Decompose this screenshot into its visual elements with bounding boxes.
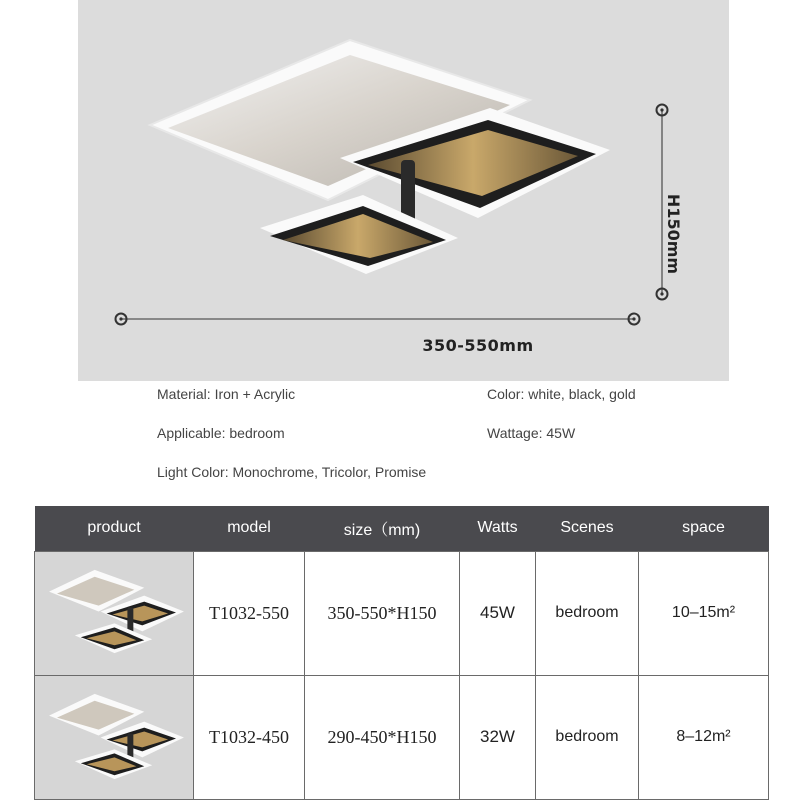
spec-applicable: Applicable: bedroom (157, 425, 285, 441)
table-row (35, 551, 769, 675)
header-watts: Watts (460, 506, 536, 551)
table-row (35, 675, 769, 799)
cell-size: 290-450*H150 (305, 675, 460, 799)
spec-wattage: Wattage: 45W (487, 425, 576, 441)
cell-model: T1032-550 (194, 551, 305, 675)
cell-space: 10–15m² (639, 551, 769, 675)
height-dimension-label: H150mm (664, 193, 683, 275)
header-space: space (639, 506, 769, 551)
cell-model: T1032-450 (194, 675, 305, 799)
header-scenes: Scenes (536, 506, 639, 551)
spec-color: Color: white, black, gold (487, 386, 636, 402)
cell-scenes: bedroom (536, 675, 639, 799)
cell-space: 8–12m² (639, 675, 769, 799)
product-thumbnail (35, 551, 194, 675)
cell-watts: 45W (460, 551, 536, 675)
header-product: product (35, 506, 194, 551)
width-dimension-label: 350-550mm (422, 336, 534, 355)
cell-size: 350-550*H150 (305, 551, 460, 675)
ceiling-lamp-illustration (78, 0, 729, 381)
lamp-thumbnail-image (35, 676, 193, 799)
lamp-thumbnail-image (35, 552, 193, 675)
product-hero-image (78, 0, 729, 381)
product-thumbnail (35, 675, 194, 799)
model-comparison-table (34, 506, 769, 800)
header-size: size（mm) (305, 506, 460, 551)
table-header-row (35, 506, 769, 551)
cell-scenes: bedroom (536, 551, 639, 675)
spec-light-color: Light Color: Monochrome, Tricolor, Promise (157, 464, 427, 480)
header-model: model (194, 506, 305, 551)
cell-watts: 32W (460, 675, 536, 799)
spec-material: Material: Iron + Acrylic (157, 386, 296, 402)
